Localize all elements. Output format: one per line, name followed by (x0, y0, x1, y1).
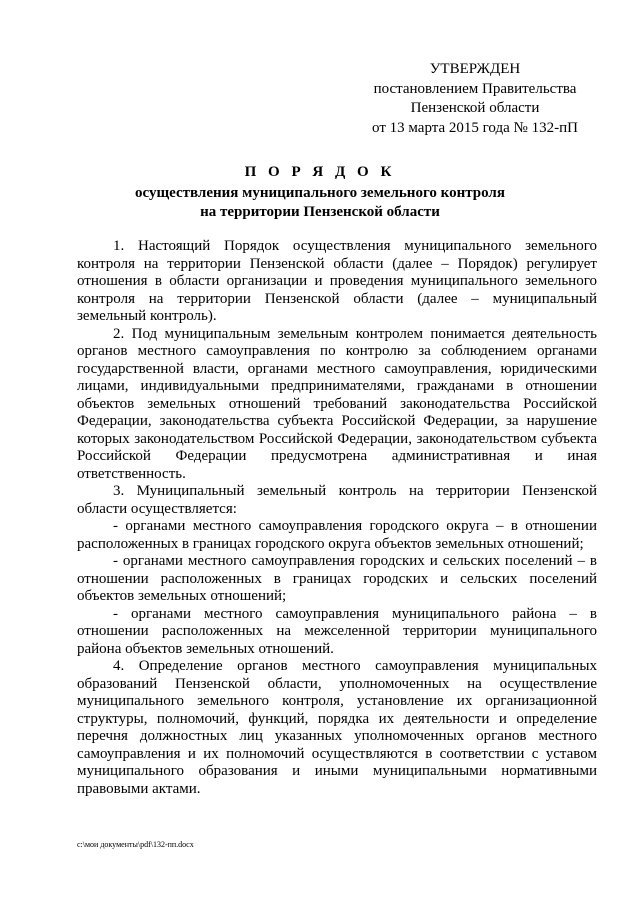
title-line-1: осуществления муниципального земельного контроля (135, 185, 505, 201)
list-item-settlements: - органами местного самоуправления городских и сельских поселений – в отношении расположенных в границах городских и сельских поселений объектов земельных отношений; (77, 553, 597, 604)
approval-resolution-line: постановлением Правительства (373, 80, 577, 97)
document-title (60, 163, 580, 222)
title-line-2: на территории Пензенской области (200, 204, 440, 220)
approval-date-line: от 13 марта 2015 года № 132-пП (372, 119, 578, 136)
paragraph-2: 2. Под муниципальным земельным контролем понимается деятельность органов местного самоуправления по контролю за соблюдением органами государственной власти, органами местного самоуправления, юридическими лицами, индивидуальными предпринимателями, гражданами в отношении объектов земельных отношений требований законодательства Российской Федерации, законодательства субъекта Российской Федерации, за нарушение которых законодательством Российской Федерации, законодательством субъекта Российской Федерации предусмотрена административная и иная ответственность. (77, 325, 597, 482)
paragraph-3: 3. Муниципальный земельный контроль на территории Пензенской области осуществляется: (77, 483, 597, 517)
approval-heading: УТВЕРЖДЕН (429, 61, 521, 77)
approval-stamp (360, 60, 590, 138)
list-item-municipal-district: - органами местного самоуправления муниципального района – в отношении расположенных на межселенной территории муниципального района объектов земельных отношений. (77, 605, 597, 657)
list-item-city-district: - органами местного самоуправления городского округа – в отношении расположенных в границах городского округа объектов земельных отношений; (77, 518, 597, 552)
document-body (77, 238, 597, 798)
approval-region-line: Пензенской области (410, 100, 540, 116)
file-path-footer: c:\мои документы\pdf\132-пп.docx (77, 840, 194, 849)
paragraph-1: 1. Настоящий Порядок осуществления муниципального земельного контроля на территории Пензенской области (далее – Порядок) регулирует отношения в области организации и проведения муниципального земельного контроля на территории Пензенской области (далее – муниципальный земельный контроль). (77, 238, 597, 324)
paragraph-4: 4. Определение органов местного самоуправления муниципальных образований Пензенской области, уполномоченных на осуществление муниципального земельного контроля, установление их организационной структуры, полномочий, функций, порядка их деятельности и определение перечня должностных лиц указанных уполномоченных органов местного самоуправления и их полномочий осуществляются в соответствии с уставом муниципального образования и иными муниципальными нормативными правовыми актами. (77, 658, 597, 797)
title-heading: П О Р Я Д О К (244, 164, 396, 180)
